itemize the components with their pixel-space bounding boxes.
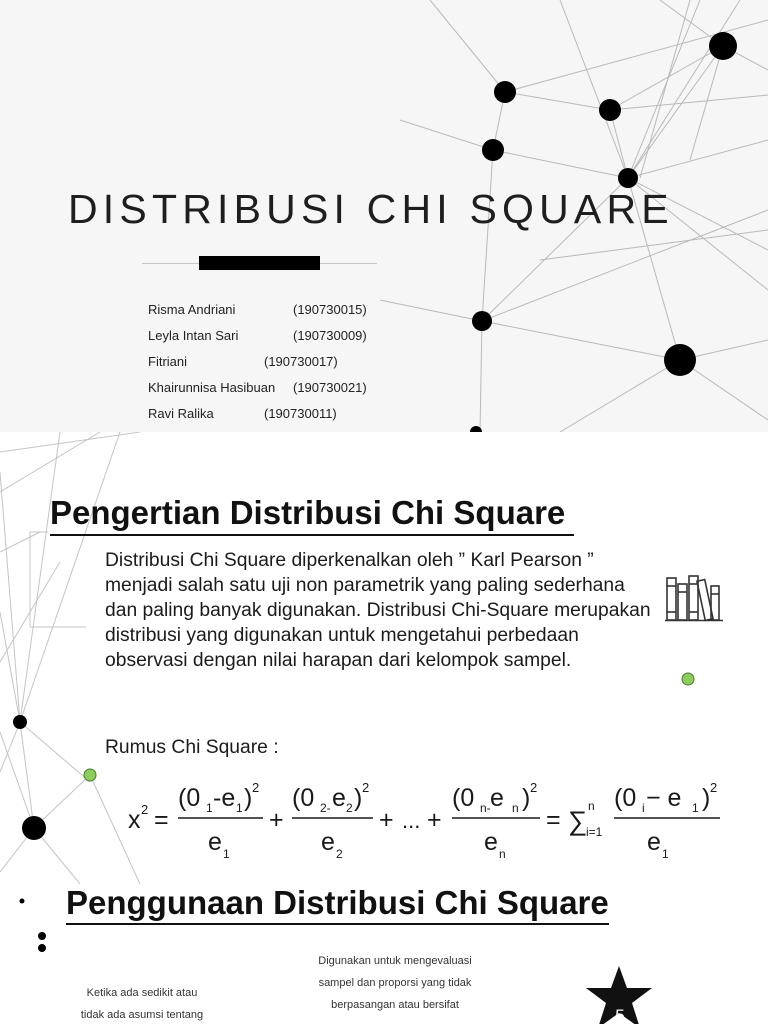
member-id: (190730021) — [293, 380, 367, 395]
text-line: sampel dan proporsi yang tidak — [318, 977, 472, 989]
formula-term2-mid: e — [332, 784, 346, 812]
text-line: Digunakan untuk mengevaluasi — [318, 955, 472, 967]
formula-sum-bottom: i=1 — [586, 825, 603, 839]
definition-slide — [0, 432, 768, 884]
formula-lhs: x — [128, 806, 141, 834]
member-id: (190730015) — [293, 302, 367, 317]
books-icon — [665, 574, 723, 622]
formula-term2-sub: 2- — [320, 801, 331, 815]
usage-text-middle — [295, 950, 495, 1016]
member-name: Risma Andriani — [148, 302, 236, 317]
formula-termn-exp: 2 — [530, 780, 538, 795]
formula-exponent: 2 — [141, 802, 149, 817]
formula-sum-den: e — [647, 828, 661, 856]
formula-plus: + — [269, 806, 284, 834]
member-name: Fitriani — [148, 354, 188, 369]
page-number-badge: 5 — [615, 1006, 625, 1024]
section-title: Penggunaan Distribusi Chi Square — [66, 884, 609, 925]
formula-sum-dsub: 1 — [662, 847, 669, 861]
formula-sum-exp: 2 — [710, 780, 718, 795]
formula-term1-sub: 1 — [236, 801, 243, 815]
formula-term2-close: ) — [354, 784, 363, 812]
formula-termn-sub: n- — [480, 801, 491, 815]
member-id: (190730017) — [264, 354, 338, 369]
text-line: tidak ada asumsi tentang — [80, 1009, 204, 1021]
presentation-title: DISTRIBUSI CHI SQUARE — [68, 186, 674, 232]
star-icon — [584, 966, 654, 1024]
formula-term2-num: (0 — [292, 784, 315, 812]
formula-term2-dsub: 2 — [336, 847, 343, 861]
section-title: Pengertian Distribusi Chi Square — [50, 494, 574, 536]
chi-square-formula — [120, 762, 740, 872]
formula-sum-sub: i — [642, 801, 645, 815]
formula-termn-close: ) — [522, 784, 531, 812]
formula-termn-mid: e — [490, 784, 504, 812]
formula-sum-top: n — [588, 799, 595, 813]
definition-paragraph: Distribusi Chi Square diperkenalkan oleh ” Karl Pearson ” menjadi salah satu uji non parametrik yang paling sederhana dan paling banyak digunakan. Distribusi Chi-Square merupakan distribusi yang digunakan untuk mengetahui perbedaan observasi dengan nilai harapan dari kelompok sampel. — [105, 550, 651, 671]
formula-term1-sub: 1 — [206, 801, 213, 815]
formula-termn-num: (0 — [452, 784, 475, 812]
formula-term2-sub: 2 — [346, 801, 353, 815]
usage-text-left — [62, 982, 222, 1024]
formula-term1-exp: 2 — [252, 780, 260, 795]
formula-term1-den: e — [208, 828, 222, 856]
member-name: Khairunnisa Hasibuan — [148, 380, 276, 395]
formula-term2-den: e — [321, 828, 335, 856]
formula-sum: ∑ — [568, 806, 588, 836]
formula-label: Rumus Chi Square : — [105, 737, 279, 758]
title-slide — [0, 0, 768, 432]
text-line: berpasangan atau bersifat — [331, 999, 459, 1011]
formula-equals: = — [154, 806, 169, 834]
formula-plus: + — [379, 806, 394, 834]
formula-sum-mid: − e — [646, 784, 682, 812]
formula-termn-den: e — [484, 828, 498, 856]
member-name: Leyla Intan Sari — [148, 328, 239, 343]
member-id: (190730009) — [293, 328, 367, 343]
title-divider-bar — [199, 256, 320, 270]
member-id: (190730011) — [264, 406, 337, 421]
text-line: Ketika ada sedikit atau — [86, 987, 198, 999]
formula-term1-num: (0 — [178, 784, 201, 812]
formula-term2-exp: 2 — [362, 780, 370, 795]
formula-term1-mid: -e — [213, 784, 236, 812]
formula-sum-close: ) — [702, 784, 711, 812]
formula-plus: + — [427, 806, 442, 834]
formula-sum-num: (0 — [614, 784, 637, 812]
formula-ellipsis: ... — [402, 808, 421, 833]
formula-termn-dsub: n — [499, 847, 506, 861]
formula-sum-sub: 1 — [692, 801, 699, 815]
formula-equals: = — [546, 806, 561, 834]
member-name: Ravi Ralika — [148, 406, 214, 421]
formula-term1-dsub: 1 — [223, 847, 230, 861]
formula-term1-close: ) — [244, 784, 253, 812]
usage-slide — [0, 884, 768, 1024]
formula-termn-sub: n — [512, 801, 519, 815]
